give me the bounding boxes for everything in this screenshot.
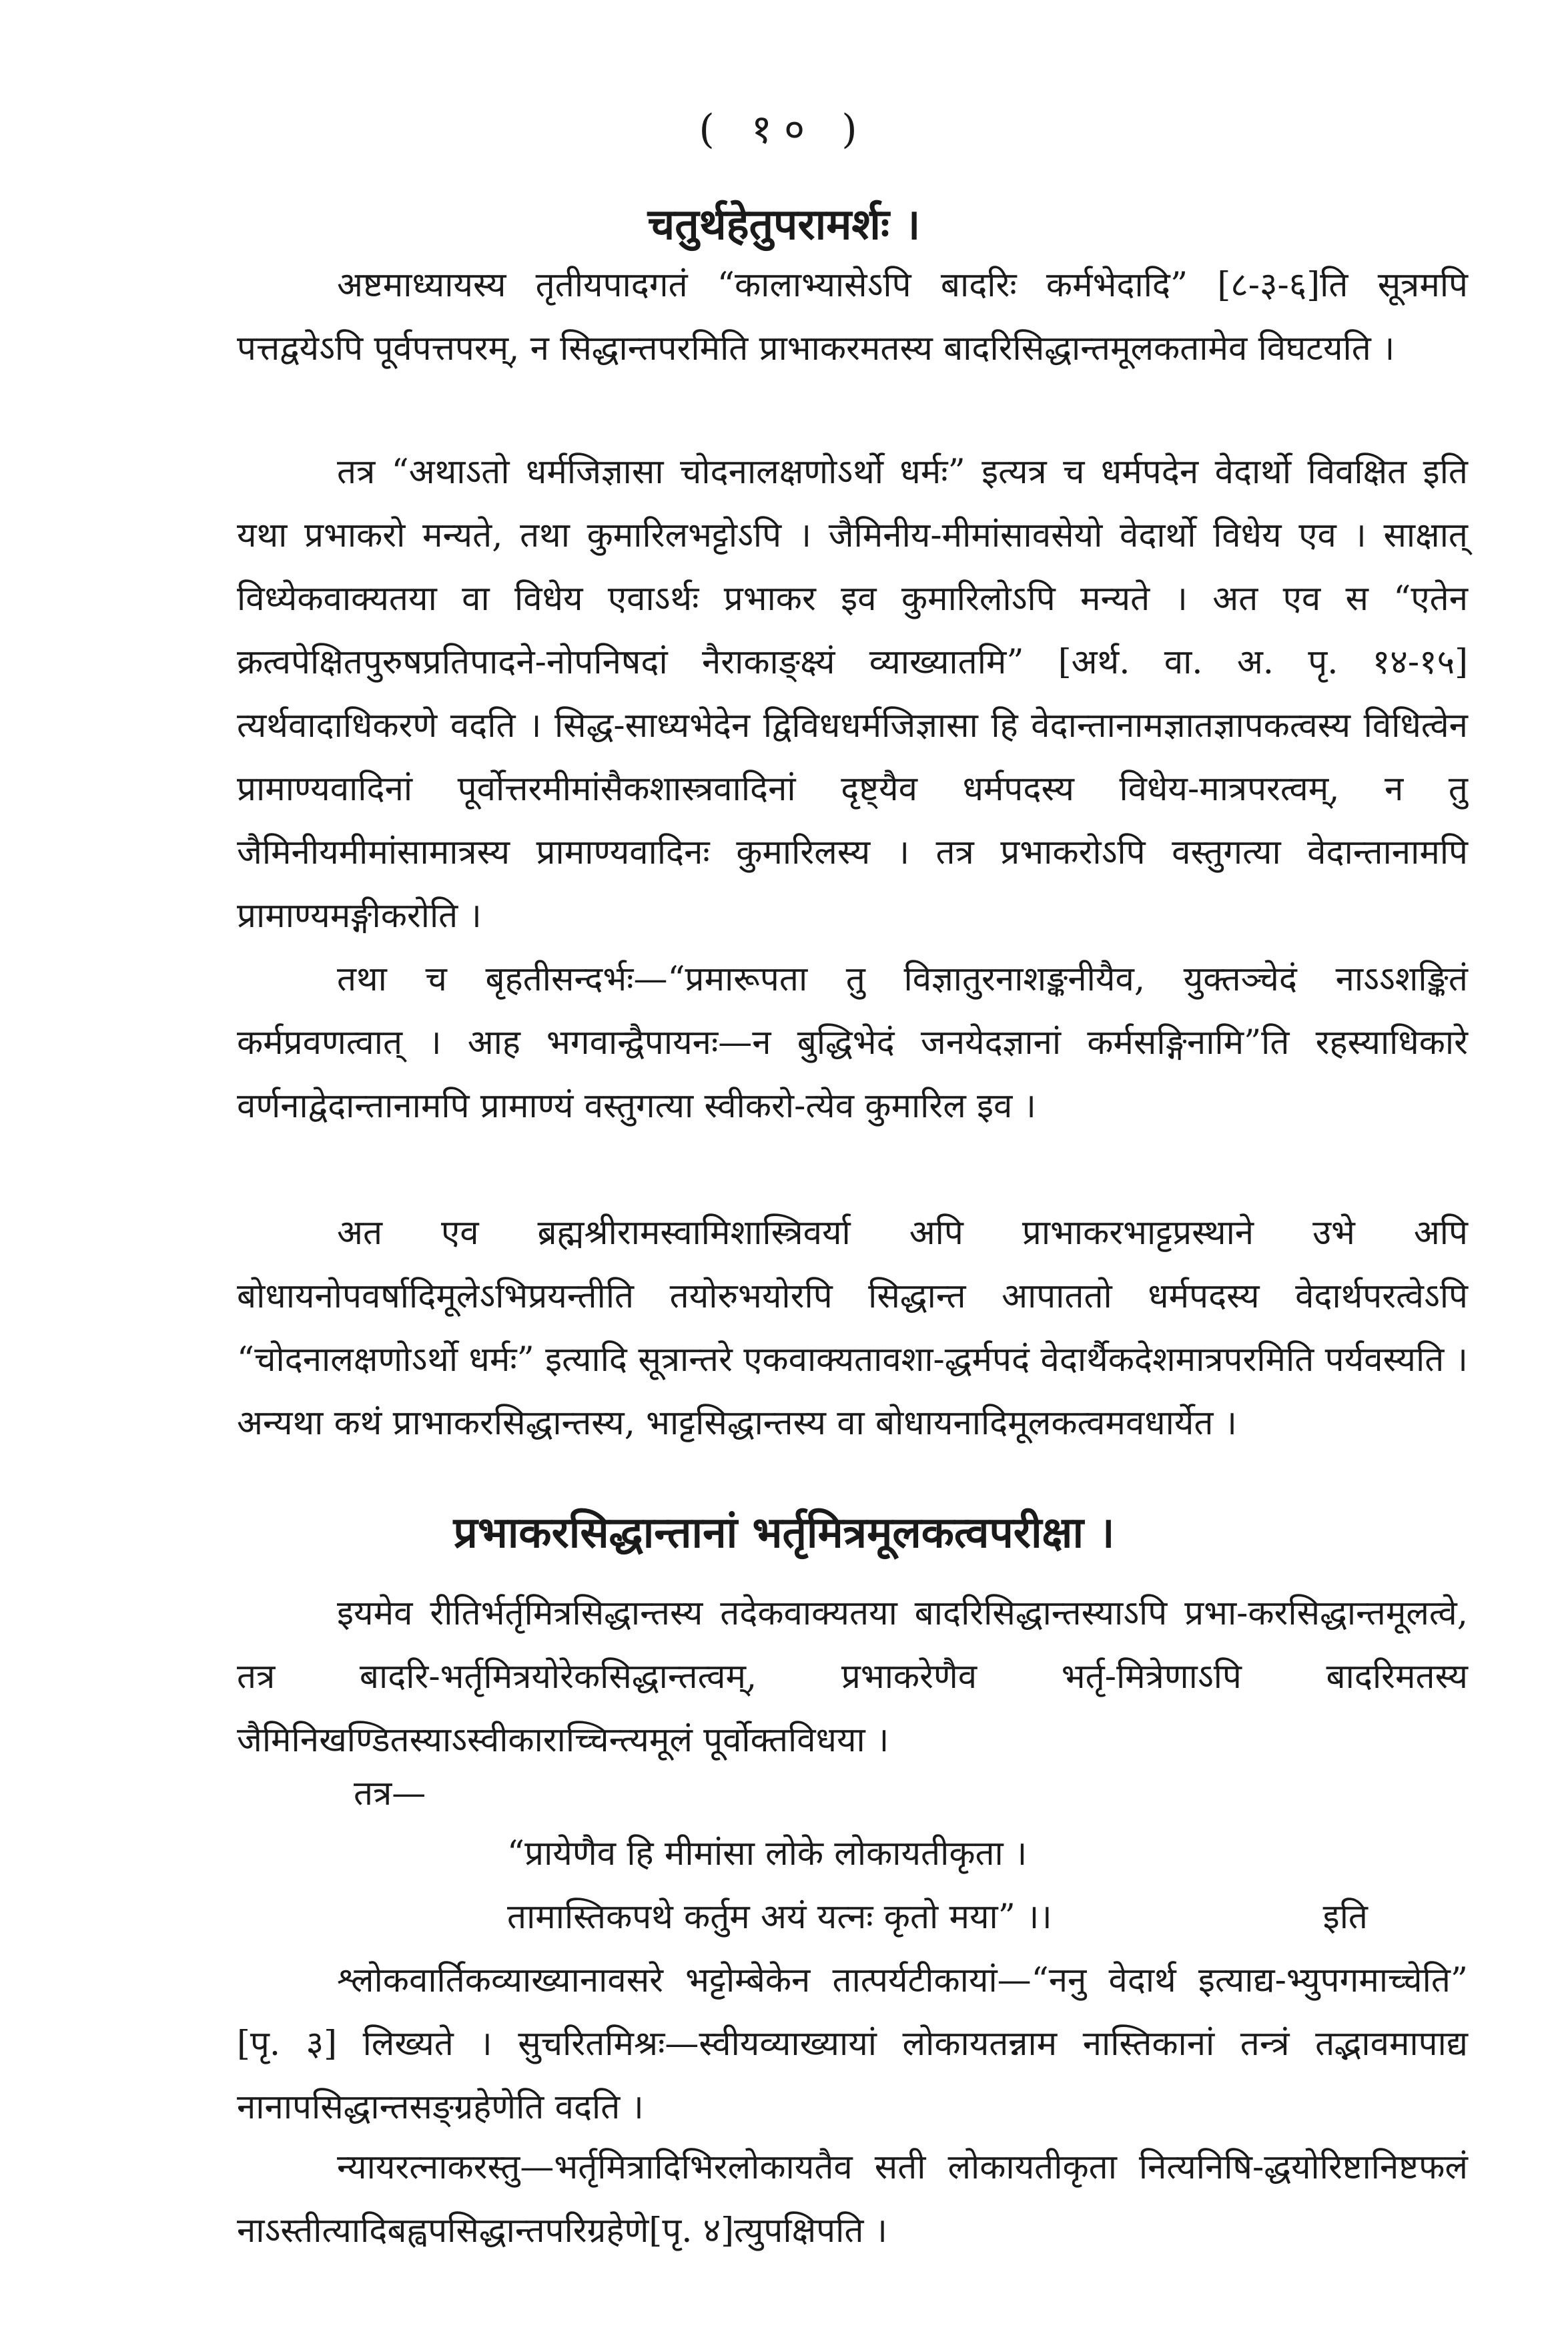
verse-line-2	[507, 1885, 1468, 1949]
verse-text: तामास्तिकपथे कर्तुम अयं यत्नः कृतो मया” ।।	[507, 1897, 1052, 1937]
verse-lead: तत्र—	[354, 1774, 426, 1813]
paragraph: इयमेव रीतिर्भर्तृमित्रसिद्धान्तस्य तदेकवाक्यतया बादरिसिद्धान्तस्याऽपि प्रभा-करसिद्धान्तमूलत्वे, तत्र बादरि-भर्तृमित्रयोरेकसिद्धान्तत्वम्, प्रभाकरेणैव भर्तृ-मित्रेणाऽपि बादरिमतस्य जैमिनिखण्डितस्याऽस्वीकाराच्चिन्त्यमूलं पूर्वोक्तविधया ।	[237, 1594, 1468, 1760]
paragraph: न्यायरत्नाकरस्तु—भर्तृमित्रादिभिरलोकायतैव सती लोकायतीकृता नित्यनिषि-द्धयोरिष्टानिष्टफलं नाऽस्तीत्यादिबह्वपसिद्धान्तपरिग्रहेणे[पृ. ४]त्युपक्षिपति ।	[237, 2148, 1468, 2251]
paragraph: श्लोकवार्तिकव्याख्यानावसरे भट्टोम्बेकेन तात्पर्यटीकायां—“ननु वेदार्थ इत्याद्य-भ्युपगमाच्चेति” [पृ. ३] लिख्यते । सुचरितमिश्रः—स्वीयव्याख्यायां लोकायतन्नाम नास्तिकानां तन्त्रं तद्भावमापाद्य नानापसिद्धान्तसङ्ग्रहेणेति वदति ।	[237, 1961, 1468, 2127]
paragraph: तत्र “अथाऽतो धर्मजिज्ञासा चोदनालक्षणोऽर्थो धर्मः” इत्यत्र च धर्मपदेन वेदार्थो विवक्षित इति यथा प्रभाकरो मन्यते, तथा कुमारिलभट्टोऽपि । जैमिनीय-मीमांसावसेयो वेदार्थो विधेय एव । साक्षात् विध्येकवाक्यतया वा विधेय एवाऽर्थः प्रभाकर इव कुमारिलोऽपि मन्यते । अत एव स “एतेन क्रत्वपेक्षितपुरुषप्रतिपादने-नोपनिषदां नैराकाङ्क्ष्यं व्याख्यातमि” [अर्थ. वा. अ. पृ. १४-१५] त्यर्थवादाधिकरणे वदति । सिद्ध-साध्यभेदेन द्विविधधर्मजिज्ञासा हि वेदान्तानामज्ञातज्ञापकत्वस्य विधित्वेन प्रामाण्यवादिनां पूर्वोत्तरमीमांसैकशास्त्रवादिनां दृष्ट्यैव धर्मपदस्य विधेय-मात्रपरत्वम्, न तु जैमिनीयमीमांसामात्रस्य प्रामाण्यवादिनः कुमारिलस्य । तत्र प्रभाकरोऽपि वस्तुगत्या वेदान्तानामपि प्रामाण्यमङ्गीकरोति ।	[237, 453, 1468, 936]
paragraph: अत एव ब्रह्मश्रीरामस्वामिशास्त्रिवर्या अपि प्राभाकरभाट्टप्रस्थाने उभे अपि बोधायनोपवर्षादिमूलेऽभिप्रयन्तीति तयोरुभयोरपि सिद्धान्त आपाततो धर्मपदस्य वेदार्थपरत्वेऽपि “चोदनालक्षणोऽर्थो धर्मः” इत्यादि सूत्रान्तरे एकवाक्यतावशा-द्धर्मपदं वेदार्थैकदेशमात्रपरमिति पर्यवस्यति । अन्यथा कथं प्राभाकरसिद्धान्तस्य, भाट्टसिद्धान्तस्य वा बोधायनादिमूलकत्वमवधार्येत ।	[237, 1213, 1468, 1443]
paragraph: तथा च बृहतीसन्दर्भः—“प्रमारूपता तु विज्ञातुरनाशङ्कनीयैव, युक्तञ्चेदं नाऽऽशङ्कितं कर्मप्रवणत्वात् । आह भगवान्द्वैपायनः—न बुद्धिभेदं जनयेदज्ञानां कर्मसङ्गिनामि”ति रहस्याधिकारे वर्णनाद्वेदान्तानामपि प्रामाण्यं वस्तुगत्या स्वीकरो-त्येव कुमारिल इव ।	[237, 960, 1468, 1126]
section-heading-2: प्रभाकरसिद्धान्तानां भर्तृमित्रमूलकत्वपरीक्षा ।	[453, 1508, 1115, 1558]
verse-iti: इति	[1322, 1897, 1368, 1937]
paragraph: अष्टमाध्यायस्य तृतीयपादगतं “कालाभ्यासेऽपि बादरिः कर्मभेदादि” [८-३-६]ति सूत्रमपि पत्तद्वयेऽपि पूर्वपत्तपरम्, न सिद्धान्तपरमिति प्राभाकरमतस्य बादरिसिद्धान्तमूलकतामेव विघटयति ।	[237, 266, 1468, 368]
verse-text: “प्रायेणैव हि मीमांसा लोके लोकायतीकृता ।	[507, 1834, 1028, 1873]
section-heading-1: चतुर्थहेतुपरामर्शः ।	[647, 200, 921, 250]
verse-line-1	[507, 1822, 1468, 1885]
page-number: ( १० )	[699, 106, 869, 153]
